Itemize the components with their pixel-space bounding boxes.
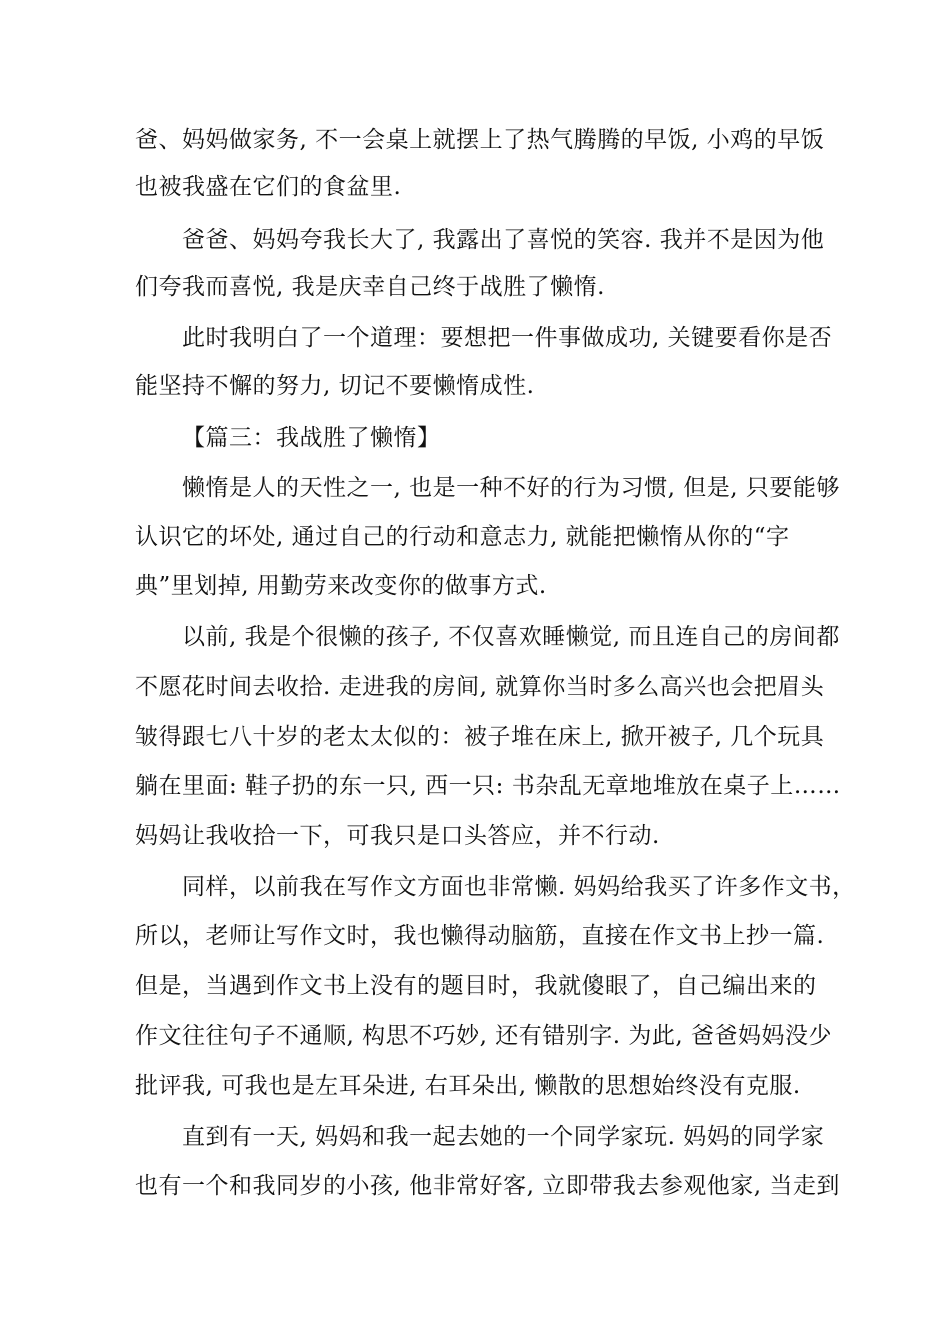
text-line: 但是，当遇到作文书上没有的题目时，我就傻眼了，自己编出来的 [135,973,817,999]
text-line: 皱得跟七八十岁的老太太似的：被子堆在床上, 掀开被子, 几个玩具 [135,724,825,750]
text-line: 也有一个和我同岁的小孩, 他非常好客, 立即带我去参观他家, 当走到 [135,1173,840,1199]
text-line: 能坚持不懈的努力, 切记不要懒惰成性. [135,373,535,399]
text-line: 所以，老师让写作文时，我也懒得动脑筋，直接在作文书上抄一篇. [135,923,825,949]
text-line: 躺在里面: 鞋子扔的东一只, 西一只: 书杂乱无章地堆放在桌子上…… [135,773,841,799]
paragraph-first-line: 爸爸、妈妈夸我长大了, 我露出了喜悦的笑容. 我并不是因为他 [182,227,825,253]
paragraph-first-line: 此时我明白了一个道理：要想把一件事做成功, 关键要看你是否 [182,325,833,351]
text-line: 们夸我而喜悦, 我是庆幸自己终于战胜了懒惰. [135,274,605,300]
text-line: 典”里划掉, 用勤劳来改变你的做事方式. [135,573,547,599]
paragraph-first-line: 以前, 我是个很懒的孩子, 不仅喜欢睡懒觉, 而且连自己的房间都 [182,624,840,650]
section-heading: 【篇三：我战胜了懒惰】 [182,425,441,451]
text-line: 也被我盛在它们的食盆里. [135,174,402,200]
text-line: 妈妈让我收拾一下，可我只是口头答应，并不行动. [135,823,660,849]
text-line: 爸、妈妈做家务, 不一会桌上就摆上了热气腾腾的早饭, 小鸡的早饭 [135,127,825,153]
text-line: 认识它的坏处, 通过自己的行动和意志力, 就能把懒惰从你的“字 [135,524,790,550]
paragraph-first-line: 同样，以前我在写作文方面也非常懒. 妈妈给我买了许多作文书， [182,874,856,900]
text-line: 作文往往句子不通顺, 构思不巧妙, 还有错别字. 为此, 爸爸妈妈没少 [135,1023,832,1049]
text-line: 不愿花时间去收拾. 走进我的房间, 就算你当时多么高兴也会把眉头 [135,674,825,700]
paragraph-first-line: 懒惰是人的天性之一, 也是一种不好的行为习惯, 但是, 只要能够 [182,475,840,501]
paragraph-first-line: 直到有一天, 妈妈和我一起去她的一个同学家玩. 妈妈的同学家 [182,1124,825,1150]
text-line: 批评我, 可我也是左耳朵进, 右耳朵出, 懒散的思想始终没有克服. [135,1073,801,1099]
